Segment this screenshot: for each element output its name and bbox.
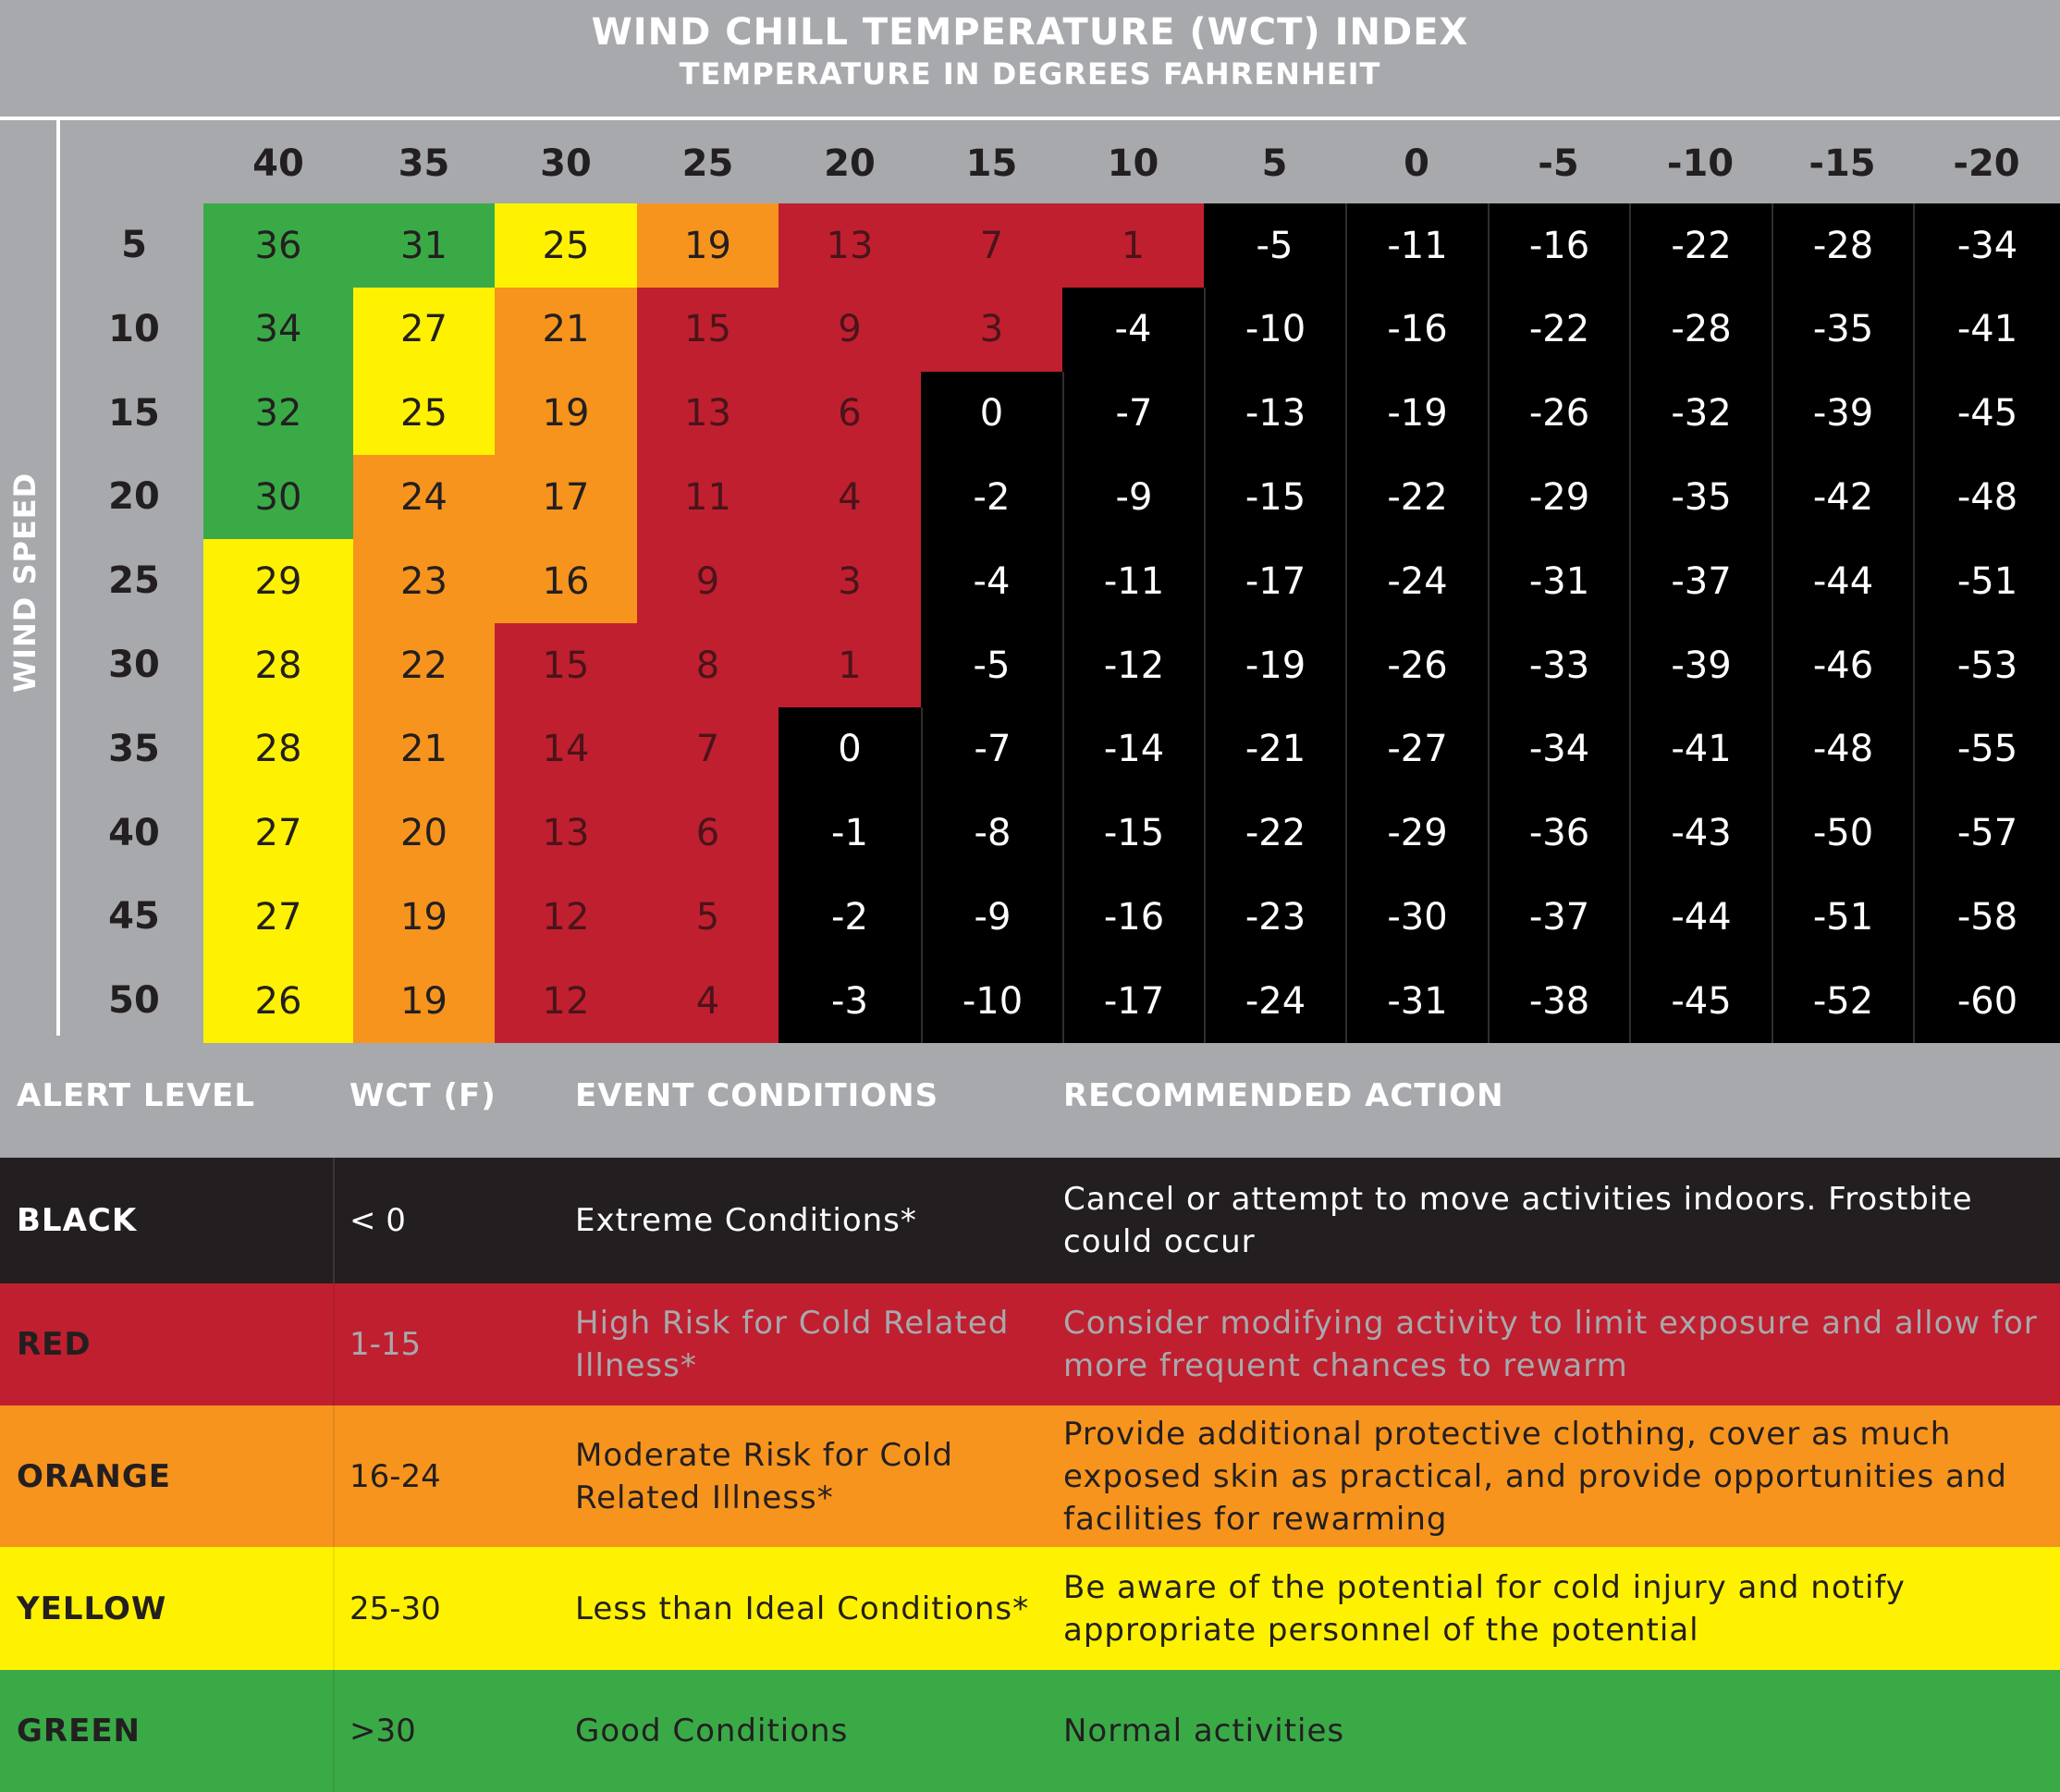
wind-chill-cell: -14	[1062, 707, 1204, 792]
wind-chill-cell: -45	[1913, 372, 2060, 456]
wind-chill-cell: -45	[1629, 959, 1772, 1043]
wind-chill-cell: -31	[1488, 539, 1629, 623]
wind-chill-cell: -35	[1629, 455, 1772, 539]
temperature-header: 20	[824, 142, 876, 185]
recommended-action-text: Cancel or attempt to move activities indoors. Frostbite could occur	[1063, 1181, 1973, 1260]
wind-chill-cell: -16	[1488, 203, 1629, 288]
temperature-header: 15	[965, 142, 1018, 185]
wind-chill-cell: -15	[1204, 455, 1345, 539]
wind-chill-cell: -29	[1345, 792, 1488, 876]
event-conditions-text: High Risk for Cold Related Illness*	[575, 1305, 1010, 1384]
wind-chill-cell: -32	[1629, 372, 1772, 456]
wind-chill-cell: -39	[1629, 623, 1772, 707]
wind-chill-cell: 26	[203, 959, 353, 1043]
wind-chill-cell: -26	[1345, 623, 1488, 707]
wind-chill-cell: 16	[495, 539, 637, 623]
temperature-header: -15	[1809, 142, 1876, 185]
wind-chill-cell: -33	[1488, 623, 1629, 707]
recommended-action-text: Normal activities	[1063, 1712, 1345, 1749]
wct-range: < 0	[349, 1202, 406, 1239]
temperature-header: 0	[1404, 142, 1429, 185]
wind-chill-cell: -24	[1345, 539, 1488, 623]
legend-column-divider	[333, 1283, 335, 1405]
chart-subtitle: TEMPERATURE IN DEGREES FAHRENHEIT	[679, 56, 1381, 92]
wind-chill-cell: -26	[1488, 372, 1629, 456]
wct-range: 25-30	[349, 1589, 441, 1627]
wind-chill-cell: -2	[779, 875, 921, 959]
wind-chill-cell: 0	[779, 707, 921, 792]
wind-chill-cell: 3	[921, 288, 1062, 372]
wind-chill-cell: 30	[203, 455, 353, 539]
legend-column-divider	[333, 1158, 335, 1283]
alert-level-label: GREEN	[17, 1712, 141, 1749]
event-conditions-text: Less than Ideal Conditions*	[575, 1589, 1030, 1627]
temperature-header: 5	[1261, 142, 1288, 185]
wind-chill-cell: 12	[495, 959, 637, 1043]
wind-chill-cell: -21	[1204, 707, 1345, 792]
wct-range: 16-24	[349, 1457, 441, 1495]
wind-chill-cell: 4	[637, 959, 779, 1043]
wind-chill-cell: -23	[1204, 875, 1345, 959]
wind-chill-cell: -30	[1345, 875, 1488, 959]
wind-chill-cell: -11	[1062, 539, 1204, 623]
temperature-header: 40	[252, 142, 304, 185]
wind-chill-cell: 17	[495, 455, 637, 539]
wind-chill-cell: -48	[1772, 707, 1913, 792]
legend-row-yellow	[0, 1547, 2060, 1670]
wind-chill-cell: 7	[921, 203, 1062, 288]
temperature-header: 10	[1107, 142, 1159, 185]
wind-chill-cell: 27	[353, 288, 495, 372]
wind-chill-cell: -41	[1913, 288, 2060, 372]
recommended-action-text: Consider modifying activity to limit exposure and allow for more frequent chances to rewarm	[1063, 1305, 2038, 1384]
wind-chill-cell: -22	[1488, 288, 1629, 372]
wind-chill-cell: -7	[921, 707, 1062, 792]
wind-chill-cell: -3	[779, 959, 921, 1043]
temperature-header: -10	[1666, 142, 1735, 185]
wind-chill-cell: -28	[1772, 203, 1913, 288]
chart-title: WIND CHILL TEMPERATURE (WCT) INDEX	[591, 11, 1469, 54]
wind-chill-cell: -38	[1488, 959, 1629, 1043]
event-conditions-text: Moderate Risk for Cold Related Illness*	[575, 1436, 953, 1516]
legend-header-event-conditions: EVENT CONDITIONS	[575, 1077, 939, 1114]
legend-header-recommended-action: RECOMMENDED ACTION	[1063, 1077, 1504, 1114]
wind-chill-cell: -16	[1345, 288, 1488, 372]
wind-chill-cell: 15	[495, 623, 637, 707]
wind-chill-cell: 36	[203, 203, 353, 288]
wind-chill-cell: -12	[1062, 623, 1204, 707]
wind-chill-cell: -9	[1062, 455, 1204, 539]
wind-chill-cell: -60	[1913, 959, 2060, 1043]
wind-chill-cell: 25	[353, 372, 495, 456]
wind-speed-axis-label: WIND SPEED	[7, 472, 43, 693]
legend-row-red	[0, 1283, 2060, 1405]
wind-chill-cell: 3	[779, 539, 921, 623]
wind-chill-cell: -35	[1772, 288, 1913, 372]
wind-chill-cell: -1	[779, 792, 921, 876]
wind-chill-cell: 28	[203, 707, 353, 792]
wind-chill-cell: 13	[637, 372, 779, 456]
wind-chill-cell: -22	[1629, 203, 1772, 288]
wind-chill-cell: -51	[1772, 875, 1913, 959]
wct-range: >30	[349, 1712, 416, 1749]
wind-chill-cell: -31	[1345, 959, 1488, 1043]
wind-chill-cell: -58	[1913, 875, 2060, 959]
wind-chill-cell: 13	[495, 792, 637, 876]
wind-chill-cell: 34	[203, 288, 353, 372]
wind-speed-header: 10	[108, 307, 160, 350]
wind-chill-cell: 12	[495, 875, 637, 959]
wind-chill-cell: -55	[1913, 707, 2060, 792]
wind-chill-cell: -52	[1772, 959, 1913, 1043]
wind-speed-header: 5	[121, 224, 147, 266]
wind-speed-header: 35	[108, 727, 160, 770]
wind-chill-cell: -5	[1204, 203, 1345, 288]
wct-range: 1-15	[349, 1326, 422, 1363]
wind-speed-axis-line	[56, 120, 60, 1036]
wind-chill-cell: -10	[1204, 288, 1345, 372]
wind-chill-cell: 6	[637, 792, 779, 876]
wind-chill-cell: -22	[1345, 455, 1488, 539]
legend-header-wct: WCT (F)	[349, 1077, 497, 1114]
legend-row-orange	[0, 1405, 2060, 1547]
wind-chill-cell: 21	[495, 288, 637, 372]
recommended-action-text: Be aware of the potential for cold injury and notify appropriate personnel of the potential	[1063, 1568, 1906, 1649]
legend-column-divider	[333, 1547, 335, 1670]
wind-chill-cell: -50	[1772, 792, 1913, 876]
title-divider	[0, 117, 2060, 120]
temperature-header: 25	[681, 142, 734, 185]
wind-chill-cell: 32	[203, 372, 353, 456]
wind-chill-cell: -41	[1629, 707, 1772, 792]
wind-chill-cell: 19	[495, 372, 637, 456]
wind-chill-cell: 20	[353, 792, 495, 876]
wind-chill-cell: -34	[1913, 203, 2060, 288]
wind-chill-cell: -8	[921, 792, 1062, 876]
wind-chill-cell: -9	[921, 875, 1062, 959]
wind-chill-cell: -37	[1488, 875, 1629, 959]
wind-speed-header: 15	[108, 391, 160, 435]
wind-chill-cell: 8	[637, 623, 779, 707]
wind-chill-cell: 31	[353, 203, 495, 288]
wind-chill-cell: -4	[1062, 288, 1204, 372]
wind-chill-cell: -48	[1913, 455, 2060, 539]
wind-chill-cell: -39	[1772, 372, 1913, 456]
wind-chill-cell: 27	[203, 792, 353, 876]
wind-chill-cell: 19	[353, 875, 495, 959]
wind-chill-cell: -51	[1913, 539, 2060, 623]
wind-chill-cell: -46	[1772, 623, 1913, 707]
wind-chill-cell: -2	[921, 455, 1062, 539]
wind-chill-cell: -15	[1062, 792, 1204, 876]
wind-chill-cell: -11	[1345, 203, 1488, 288]
wind-chill-cell: 5	[637, 875, 779, 959]
wind-chill-cell: -44	[1629, 875, 1772, 959]
wind-chill-cell: -36	[1488, 792, 1629, 876]
wind-chill-cell: 22	[353, 623, 495, 707]
wind-chill-cell: -4	[921, 539, 1062, 623]
wind-chill-cell: 1	[779, 623, 921, 707]
event-conditions-text: Extreme Conditions*	[575, 1202, 917, 1239]
temperature-header: 30	[540, 142, 592, 185]
wind-chill-cell: -29	[1488, 455, 1629, 539]
wind-chill-cell: 15	[637, 288, 779, 372]
alert-level-label: ORANGE	[17, 1457, 171, 1495]
event-conditions-text: Good Conditions	[575, 1712, 849, 1749]
wind-chill-cell: 13	[779, 203, 921, 288]
alert-level-label: RED	[17, 1326, 92, 1363]
temperature-header: -5	[1538, 142, 1579, 185]
wind-chill-cell: -5	[921, 623, 1062, 707]
alert-level-label: YELLOW	[17, 1589, 167, 1627]
temperature-header: -20	[1953, 142, 2020, 185]
wind-chill-cell: -34	[1488, 707, 1629, 792]
wind-chill-cell: 1	[1062, 203, 1204, 288]
wind-chill-cell: 6	[779, 372, 921, 456]
wind-chill-cell: 23	[353, 539, 495, 623]
temperature-header: 35	[398, 142, 450, 185]
wind-chill-cell: -24	[1204, 959, 1345, 1043]
wind-speed-header: 40	[108, 811, 160, 854]
wind-speed-header: 50	[108, 979, 160, 1023]
wind-speed-header: 20	[108, 475, 160, 519]
wind-speed-header: 25	[108, 559, 160, 603]
wind-speed-header: 45	[108, 895, 160, 939]
legend-row-green	[0, 1670, 2060, 1792]
wind-chill-cell: 9	[637, 539, 779, 623]
wind-chill-cell: 7	[637, 707, 779, 792]
wind-chill-cell: -42	[1772, 455, 1913, 539]
wind-chill-cell: 19	[637, 203, 779, 288]
wind-speed-header: 30	[108, 644, 160, 686]
legend-header-alert-level: ALERT LEVEL	[17, 1077, 255, 1114]
wind-chill-cell: 4	[779, 455, 921, 539]
wind-chill-cell: -13	[1204, 372, 1345, 456]
wind-chill-cell: -27	[1345, 707, 1488, 792]
wind-chill-cell: -17	[1204, 539, 1345, 623]
wind-chill-cell: 28	[203, 623, 353, 707]
wind-chill-cell: 0	[921, 372, 1062, 456]
wind-chill-cell: -16	[1062, 875, 1204, 959]
wind-chill-cell: -53	[1913, 623, 2060, 707]
legend-column-divider	[333, 1405, 335, 1547]
alert-level-label: BLACK	[17, 1202, 138, 1239]
legend-column-divider	[333, 1670, 335, 1792]
wind-chill-cell: -19	[1204, 623, 1345, 707]
wind-chill-cell: 19	[353, 959, 495, 1043]
wind-chill-cell: 29	[203, 539, 353, 623]
recommended-action-text: Provide additional protective clothing, cover as much exposed skin as practical, and provide opportunities and facilities for rewarming	[1063, 1415, 2007, 1538]
wind-chill-cell: -7	[1062, 372, 1204, 456]
wind-chill-cell: 25	[495, 203, 637, 288]
wind-chill-cell: -19	[1345, 372, 1488, 456]
wind-chill-cell: -17	[1062, 959, 1204, 1043]
legend-row-black	[0, 1158, 2060, 1283]
wind-chill-cell: 14	[495, 707, 637, 792]
wind-chill-cell: 21	[353, 707, 495, 792]
wind-chill-cell: -37	[1629, 539, 1772, 623]
wind-chill-cell: -43	[1629, 792, 1772, 876]
wind-chill-cell: 9	[779, 288, 921, 372]
wind-chill-cell: 24	[353, 455, 495, 539]
wind-chill-cell: 27	[203, 875, 353, 959]
wind-chill-cell: -57	[1913, 792, 2060, 876]
wind-chill-cell: -22	[1204, 792, 1345, 876]
wind-chill-cell: -44	[1772, 539, 1913, 623]
wind-chill-cell: 11	[637, 455, 779, 539]
wind-chill-cell: -28	[1629, 288, 1772, 372]
wind-chill-cell: -10	[921, 959, 1062, 1043]
